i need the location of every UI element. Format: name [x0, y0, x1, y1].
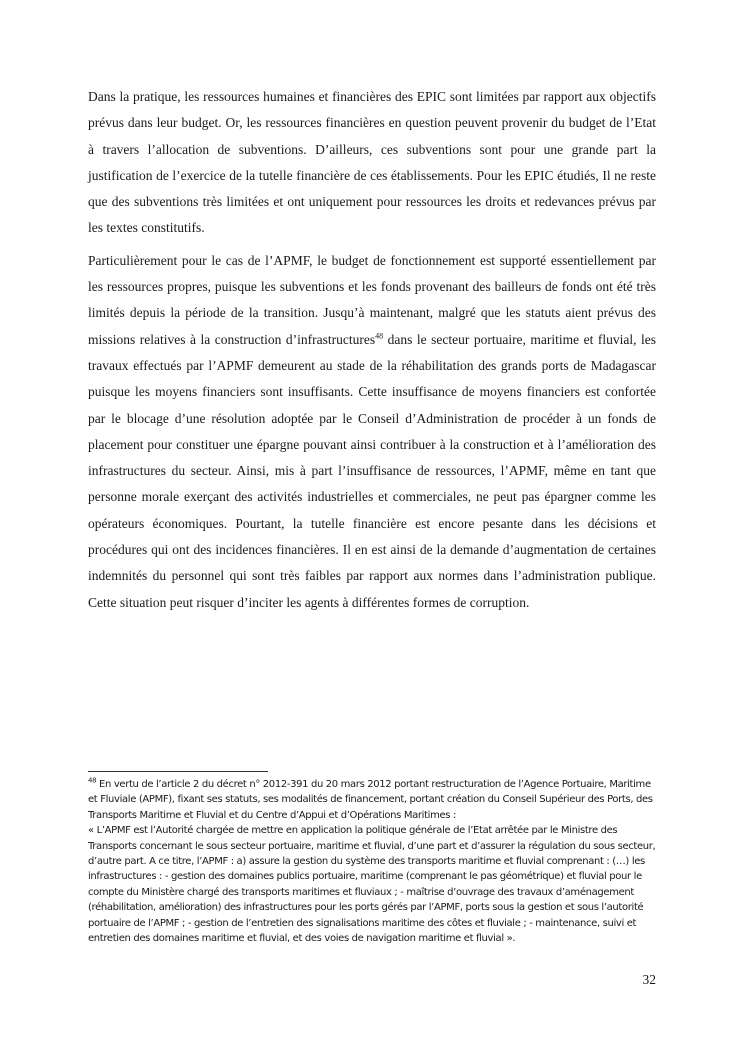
paragraph-2-part-2: dans le secteur portuaire, maritime et fluvial, les travaux effectués par l’APMF demeurent au stade de la réhabilitation des grands ports de Madagascar puisque les moyens financiers sont insuffisants. Cette insuffisance de moyens financiers est confortée par le blocage d’une résolution adoptée par le Conseil d’Administration de procéder à un fonds de placement pour constituer une épargne pouvant ainsi contribuer à la construction et à l’amélioration des infrastructures du secteur. Ainsi, mis à part l’insuffisance de ressources, l’APMF, même en tant que personne morale exerçant des activités industrielles et commerciales, ne peut pas épargner comme les opérateurs économiques. Pourtant, la tutelle financière est encore pesante dans les décisions et procédures qui ont des incidences financières. Il en est ainsi de la demande d’augmentation de certaines indemnités du personnel qui sont très faibles par rapport aux normes dans l’administration publique. Cette situation peut risquer d’inciter les agents à différentes formes de corruption. — [88, 331, 656, 610]
page-number: 32 — [642, 972, 656, 987]
paragraph-2 — [88, 248, 656, 616]
footnote-quote: « L’APMF est l’Autorité chargée de mettre en application la politique générale de l’Etat arrêtée par le Ministre des Transports concernant le sous secteur portuaire, maritime et fluvial, d’une part et d’assurer la régulation du sous secteur, d’autre part. A ce titre, l’APMF : a) assure la gestion du système des transports maritime et fluvial comprenant : (…) les infrastructures : - gestion des domaines publics portuaire, maritime (comprenant le pas géométrique) et fluvial pour le compte du Ministère chargé des transports maritimes et fluviaux ; - maîtrise d’ouvrage des travaux d’aménagement (réhabilitation, amélioration) des infrastructures pour les ports gérés par l’APMF, ports sous la gestion et sous l’autorité portuaire de l’APMF ; - gestion de l’entretien des signalisations maritime des côtes et fluviale ; - maintenance, suivi et entretien des domaines maritime et fluvial, et des voies de navigation maritime et fluvial ». — [88, 825, 656, 945]
footnote-reference-48[interactable]: 48 — [375, 331, 384, 341]
footnote-intro — [88, 777, 656, 823]
body-text — [88, 84, 656, 622]
footnote-marker: 48 — [88, 776, 97, 785]
paragraph-1: Dans la pratique, les ressources humaines et financières des EPIC sont limitées par rapport aux objectifs prévus dans leur budget. Or, les ressources financières en question peuvent provenir du budget de l’Etat à travers l’allocation de subventions. D’ailleurs, ces subventions sont pour une grande part la justification de l’exercice de la tutelle financière de ces établissements. Pour les EPIC étudiés, Il ne reste que des subventions très limitées et ont uniquement pour ressources les droits et redevances prévus par les textes constitutifs. — [88, 89, 656, 236]
footnote-intro-text: En vertu de l’article 2 du décret n° 2012-391 du 20 mars 2012 portant restructuration de l’Agence Portuaire, Maritime et Fluviale (APMF), fixant ses statuts, ses modalités de financement, portant création du Conseil Supérieur des Ports, des Transports Maritime et Fluvial et du Centre d’Appui et d’Opérations Maritimes : — [88, 779, 653, 821]
footnote-separator — [88, 771, 268, 772]
paragraph-2-part-1: Particulièrement pour le cas de l’APMF, le budget de fonctionnement est supporté essentiellement par les ressources propres, puisque les subventions et les fonds provenant des bailleurs de fonds ont été très limités depuis la période de la transition. Jusqu’à maintenant, malgré que les statuts aient prévus des missions relatives à la construction d’infrastructures — [88, 252, 656, 347]
footnote-48 — [88, 777, 656, 946]
